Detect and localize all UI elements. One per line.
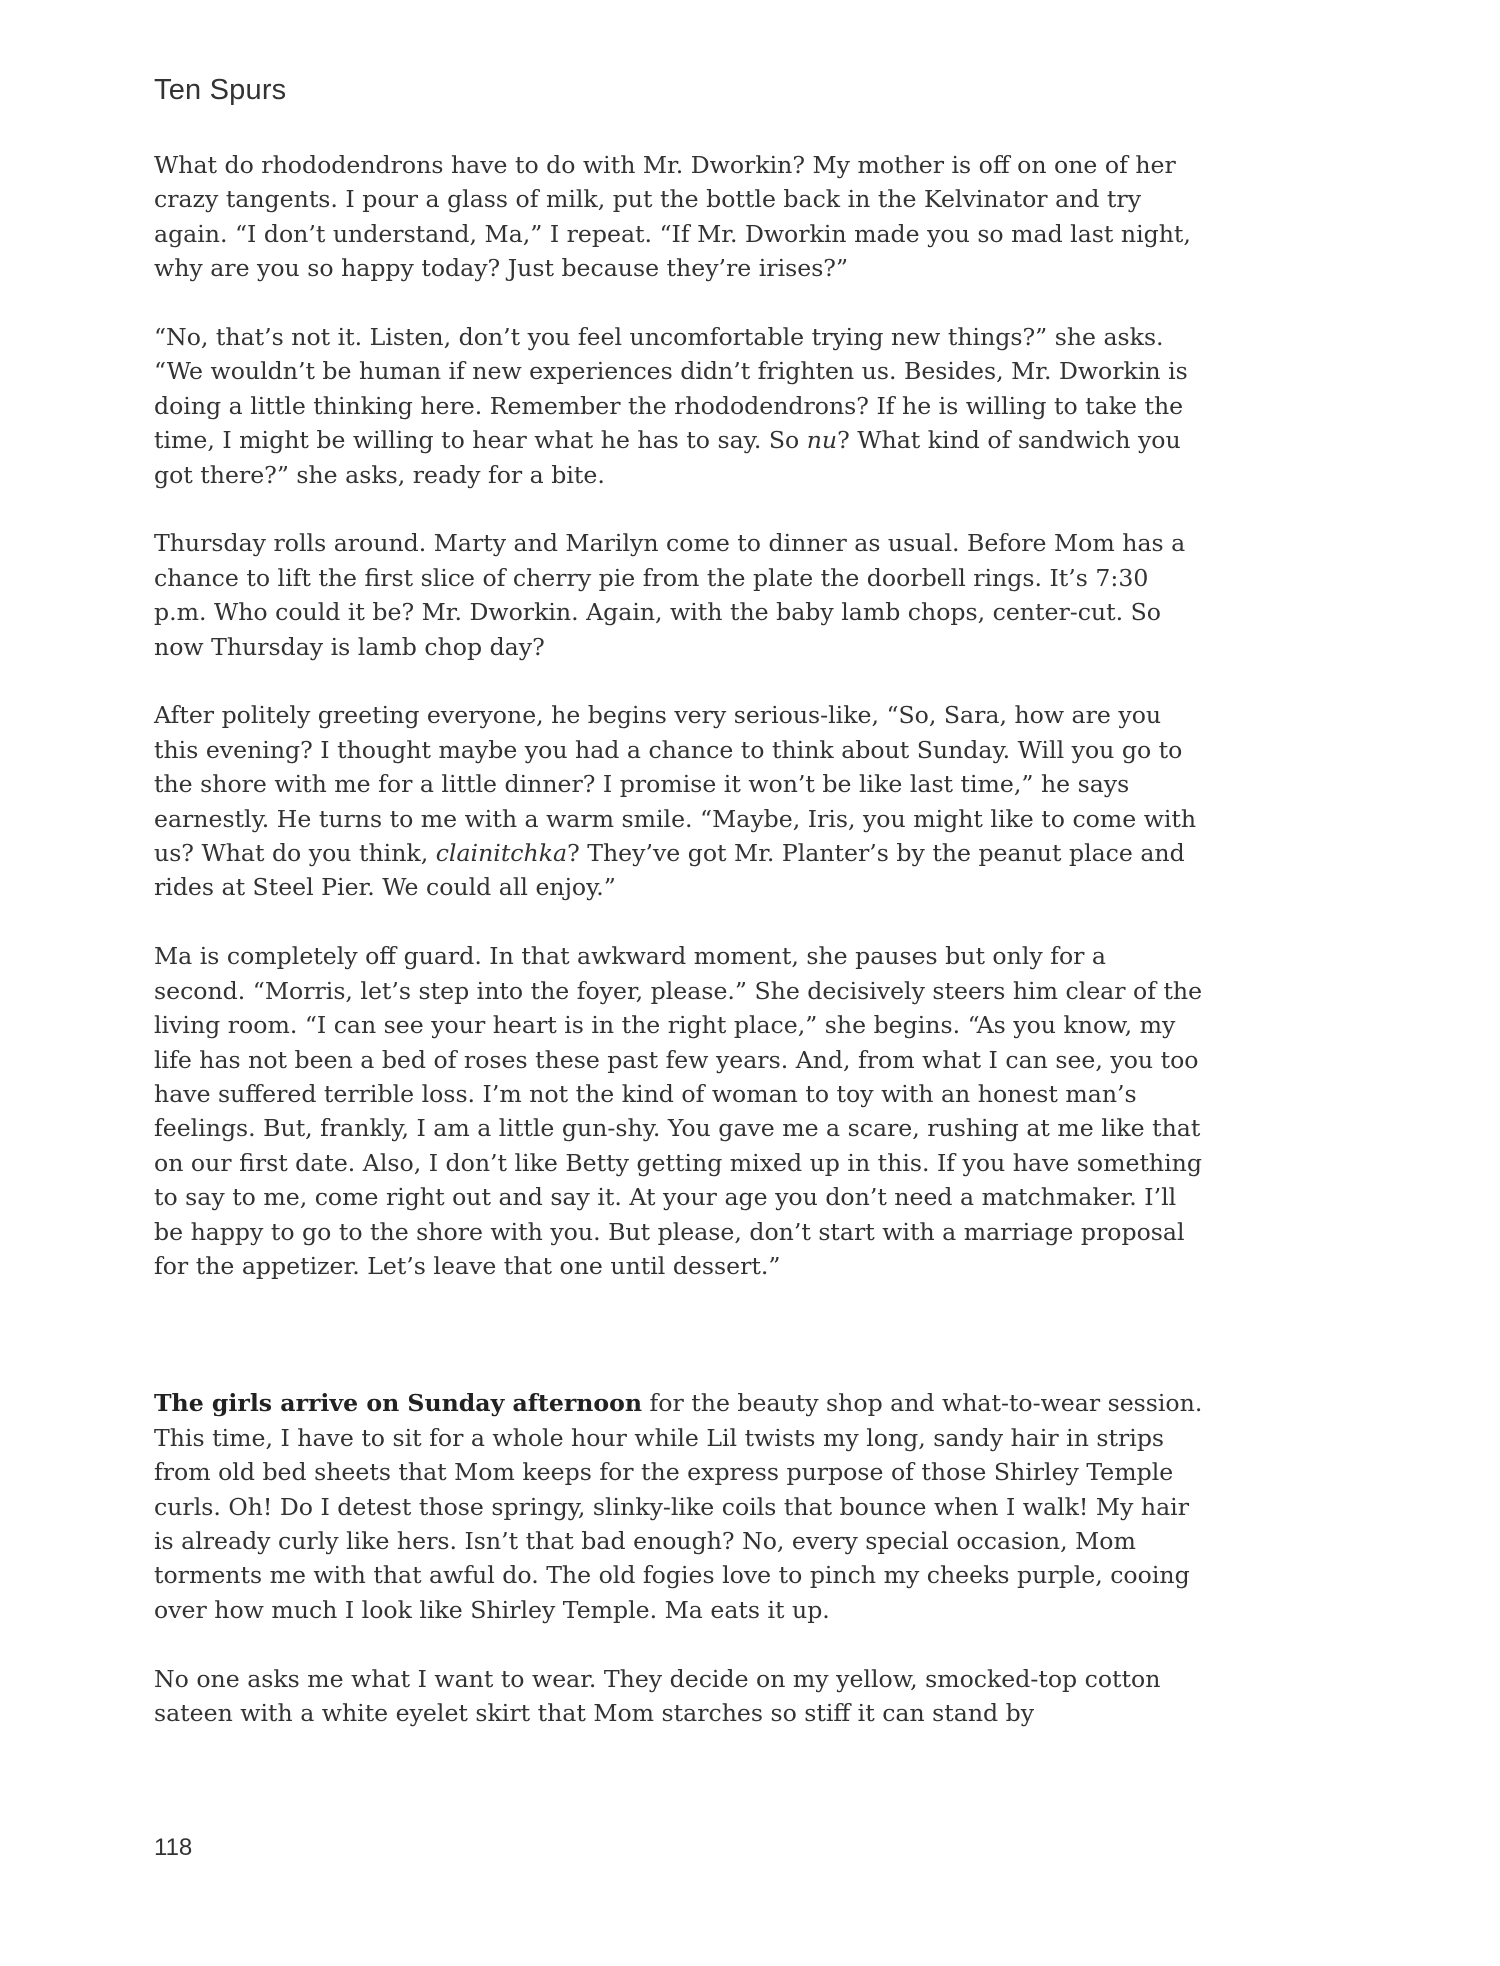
paragraph-6-text: for the beauty shop and what-to-wear session. This time, I have to sit for a whole hour while Lil twists my long, sandy hair in strips from old bed sheets that Mom keeps for the express purpose of those Shirley Temple curls. Oh! Do I detest those springy, slinky-like coils that bounce when I walk! My hair is already curly like hers. Isn’t that bad enough? No, every special occasion, Mom torments me with that awful do. The old fogies love to pinch my cheeks purple, cooing over how much I look like Shirley Temple. Ma eats it up. (154, 1389, 1203, 1624)
paragraph-7-text: No one asks me what I want to wear. They decide on my yellow, smocked-top cotton sateen with a white eyelet skirt that Mom starches so stiff it can stand by (154, 1664, 1161, 1727)
paragraph-2 (154, 320, 1204, 492)
paragraph-4 (154, 698, 1204, 904)
paragraph-5-text: Ma is completely off guard. In that awkward moment, she pauses but only for a second. “Morris, let’s step into the foyer, please.” She decisively steers him clear of the living room. “I can see your heart is in the right place,” she begins. “As you know, my life has not been a bed of roses these past few years. And, from what I can see, you too have suffered terrible loss. I’m not the kind of woman to toy with an honest man’s feelings. But, frankly, I am a little gun-shy. You gave me a scare, rushing at me like that on our first date. Also, I don’t like Betty getting mixed up in this. If you have something to say to me, come right out and say it. At your age you don’t need a matchmaker. I’ll be happy to go to the shore with you. But please, don’t start with a marriage proposal for the appetizer. Let’s leave that one until dessert.” (154, 942, 1203, 1280)
paragraph-1-text: What do rhododendrons have to do with Mr. Dworkin? My mother is off on one of her crazy tangents. I pour a glass of milk, put the bottle back in the Kelvinator and try again. “I don’t understand, Ma,” I repeat. “If Mr. Dworkin made you so mad last night, why are you so happy today? Just because they’re irises?” (154, 151, 1191, 283)
paragraph-4-italic-word: clainitchka (435, 839, 568, 868)
paragraph-1 (154, 148, 1204, 286)
paragraph-2-text-start: “No, that’s not it. Listen, don’t you feel uncomfortable trying new things?” she asks. “We wouldn’t be human if new experiences didn’t frighten us. Besides, Mr. Dworkin is doing a little thinking here. Remember the rhododendrons? If he is willing to take the time, I might be willing to hear what he has to say. So (154, 323, 1188, 455)
paragraph-7 (154, 1662, 1204, 1731)
paragraph-4-text-start: After politely greeting everyone, he begins very serious-like, “So, Sara, how are you this evening? I thought maybe you had a chance to think about Sunday. Will you go to the shore with me for a little dinner? I promise it won’t be like last time,” he says earnestly. He turns to me with a warm smile. “Maybe, Iris, you might like to come with us? What do you think, (154, 701, 1197, 868)
paragraph-2-italic-word: nu (806, 426, 838, 455)
section-lead-in: The girls arrive on Sunday afternoon (154, 1389, 643, 1418)
running-header-title: Ten Spurs (154, 74, 287, 106)
paragraph-3 (154, 526, 1204, 664)
paragraph-2-text-end: ? What kind of sandwich you got there?” she asks, ready for a bite. (154, 426, 1181, 489)
body-text (154, 148, 1204, 1765)
paragraph-5 (154, 939, 1204, 1283)
paragraph-3-text: Thursday rolls around. Marty and Marilyn come to dinner as usual. Before Mom has a chance to lift the first slice of cherry pie from the plate the doorbell rings. It’s 7:30 p.m. Who could it be? Mr. Dworkin. Again, with the baby lamb chops, center-cut. So now Thursday is lamb chop day? (154, 529, 1186, 661)
paragraph-6-section-start (154, 1386, 1204, 1627)
paragraph-4-text-end: ? They’ve got Mr. Planter’s by the peanut place and rides at Steel Pier. We could all enjoy.” (154, 839, 1185, 902)
page-number: 118 (154, 1834, 193, 1861)
